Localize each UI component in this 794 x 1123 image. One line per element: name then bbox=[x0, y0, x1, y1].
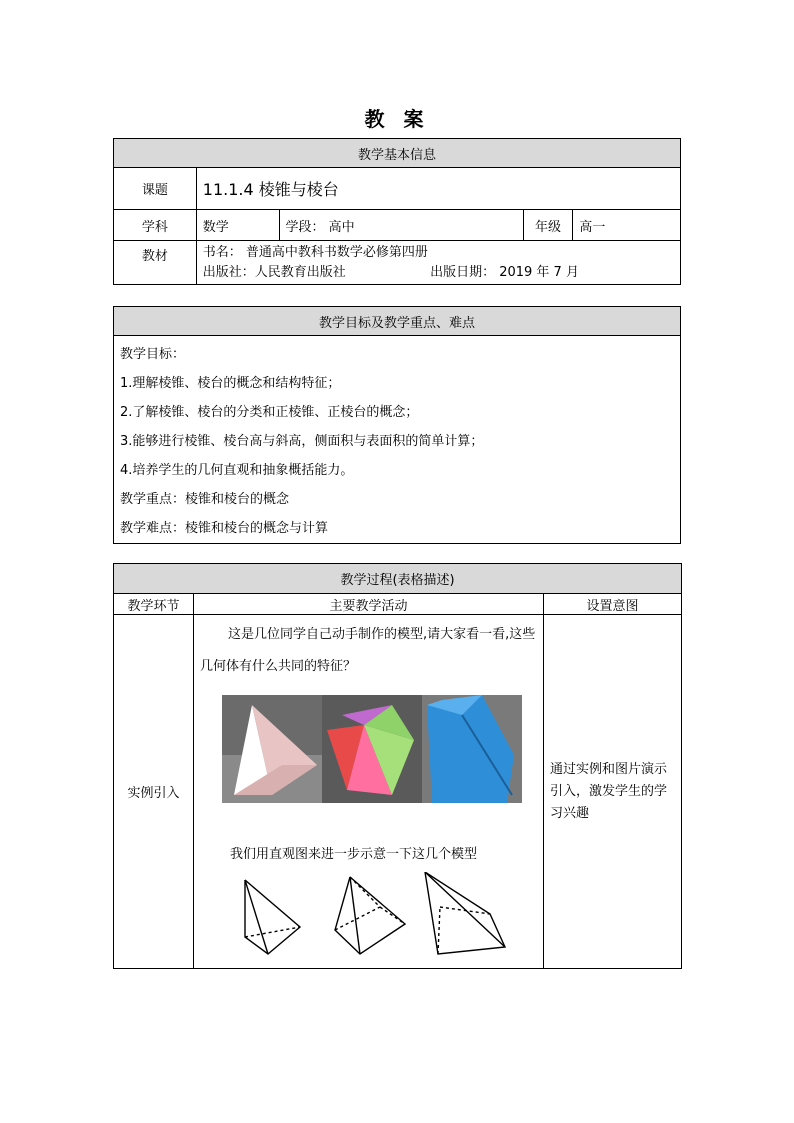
publish-date-text: 出版日期： 2019 年 7 月 bbox=[430, 264, 579, 280]
textbook-info bbox=[196, 241, 680, 285]
blue-frustum-image bbox=[422, 695, 522, 803]
difficulty-line: 教学难点：棱锥和棱台的概念与计算 bbox=[120, 521, 329, 536]
col-intent-header: 设置意图 bbox=[544, 594, 682, 615]
publisher-text: 出版社：人民教育出版社 bbox=[202, 264, 346, 280]
subject-label: 学科 bbox=[114, 210, 197, 241]
topic-label: 课题 bbox=[114, 168, 197, 210]
objectives-line: 教学目标： bbox=[120, 347, 186, 362]
objectives-body bbox=[114, 336, 681, 544]
objectives-line: 3.能够进行棱锥、棱台高与斜高，侧面积与表面积的简单计算； bbox=[120, 434, 484, 449]
process-table bbox=[113, 563, 682, 969]
colored-pyramid-image bbox=[322, 695, 422, 803]
process-header: 教学过程(表格描述) bbox=[114, 564, 682, 594]
model-photo-colored-pyramid bbox=[322, 695, 422, 803]
basic-info-header: 教学基本信息 bbox=[114, 139, 681, 168]
model-photo-pink-pyramid bbox=[222, 695, 322, 803]
publisher-line bbox=[203, 263, 674, 283]
book-name-line: 书名： 普通高中教科书数学必修第四册 bbox=[202, 244, 428, 260]
model-photos bbox=[222, 695, 522, 803]
objectives-header: 教学目标及教学重点、难点 bbox=[114, 307, 681, 336]
textbook-label: 教材 bbox=[114, 241, 197, 285]
objectives-line: 1.理解棱锥、棱台的概念和结构特征； bbox=[120, 376, 341, 391]
key-point-line: 教学重点：棱锥和棱台的概念 bbox=[120, 492, 290, 507]
pyramid-line-drawings bbox=[230, 872, 530, 962]
grade-label: 年级 bbox=[523, 210, 573, 241]
model-photo-blue-frustum bbox=[422, 695, 522, 803]
activity-question: 这是几位同学自己动手制作的模型,请大家看一看,这些几何体有什么共同的特征？ bbox=[200, 627, 536, 674]
col-activity-header: 主要教学活动 bbox=[194, 594, 544, 615]
basic-info-table bbox=[113, 138, 681, 285]
subject-value: 数学 bbox=[196, 210, 279, 241]
grade-value: 高一 bbox=[573, 210, 681, 241]
stage-field: 学段： 高中 bbox=[279, 210, 523, 241]
stage-cell: 实例引入 bbox=[114, 615, 194, 969]
intent-cell: 通过实例和图片演示引入，激发学生的学习兴趣 bbox=[544, 615, 682, 969]
activity-instruction: 我们用直观图来进一步示意一下这几个模型 bbox=[230, 847, 478, 862]
objectives-line: 4.培养学生的几何直观和抽象概括能力。 bbox=[120, 463, 354, 478]
document-title: 教 案 bbox=[364, 107, 430, 131]
col-stage-header: 教学环节 bbox=[114, 594, 194, 615]
pink-pyramid-image bbox=[222, 695, 322, 803]
activity-cell bbox=[194, 615, 544, 969]
topic-value: 11.1.4 棱锥与棱台 bbox=[196, 168, 680, 210]
objectives-line: 2.了解棱锥、棱台的分类和正棱锥、正棱台的概念； bbox=[120, 405, 419, 420]
objectives-table bbox=[113, 306, 681, 544]
